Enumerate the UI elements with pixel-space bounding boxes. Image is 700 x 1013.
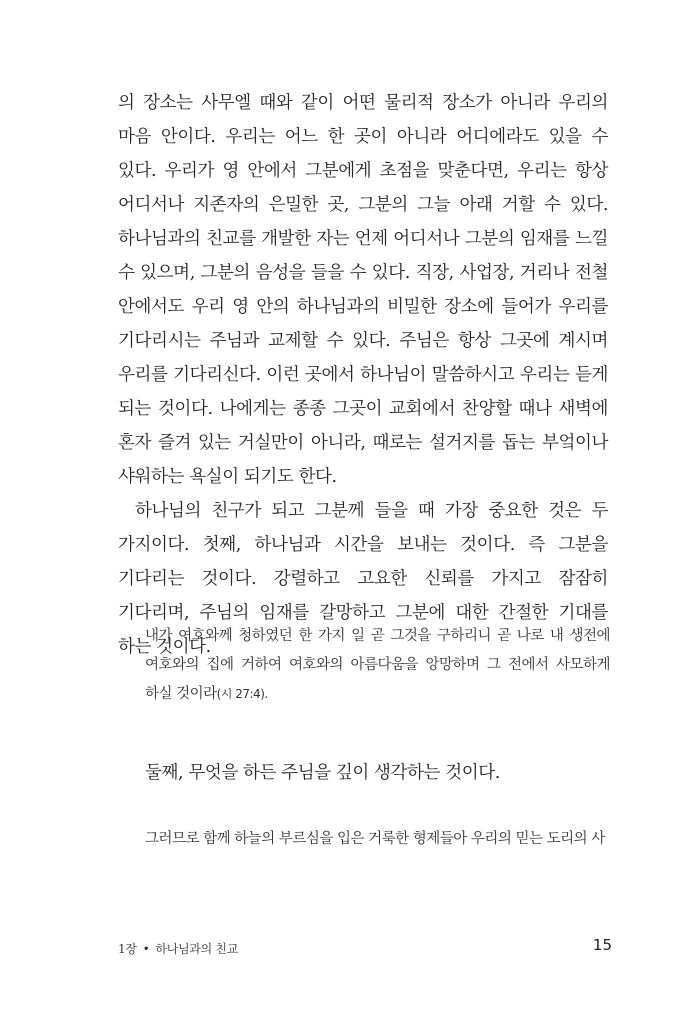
scripture-quote-2: 그러므로 함께 하늘의 부르심을 입은 거룩한 형제들아 우리의 믿는 도리의 사 — [145, 831, 605, 847]
second-point: 둘째, 무엇을 하든 주님을 깊이 생각하는 것이다. — [145, 763, 500, 783]
body-text — [118, 86, 608, 664]
footer-chapter-title: 하나님과의 친교 — [155, 942, 238, 956]
quote-text: 내가 여호와께 청하였던 한 가지 일 곧 그것을 구하리니 곧 나로 내 생전에 여호와의 집에 거하여 여호와의 아름다움을 앙망하며 그 전에서 사모하게 하실 것이라 — [145, 628, 610, 702]
footer-chapter: 1장 — [118, 942, 137, 956]
page-number: 15 — [592, 936, 612, 954]
running-footer — [118, 940, 238, 957]
paragraph-1: 의 장소는 사무엘 때와 같이 어떤 물리적 장소가 아니라 우리의 마음 안이다. 우리는 어느 한 곳이 아니라 어디에라도 있을 수 있다. 우리가 영 안에서 그분에게 초점을 맞춘다면, 우리는 항상 어디서나 지존자의 은밀한 곳, 그분의 그늘 아래 거할 수 있다. 하나님과의 친교를 개발한 자는 언제 어디서나 그분의 임재를 느낄 수 있으며, 그분의 음성을 들을 수 있다. 직장, 사업장, 거리나 전철 안에서도 우리 영 안의 하나님과의 비밀한 장소에 들어가 우리를 기다리시는 주님과 교제할 수 있다. 주님은 항상 그곳에 계시며 우리를 기다리신다. 이런 곳에서 하나님이 말씀하시고 우리는 듣게 되는 것이다. 나에게는 종종 그곳이 교회에서 찬양할 때나 새벽에 혼자 즐겨 있는 거실만이 아니라, 때로는 설거지를 돕는 부엌이나 샤워하는 욕실이 되기도 한다. — [118, 93, 608, 487]
paragraph-2: 하나님의 친구가 되고 그분께 들을 때 가장 중요한 것은 두 가지이다. 첫째, 하나님과 시간을 보내는 것이다. 즉 그분을 기다리는 것이다. 강렬하고 고요한 신뢰를 가지고 잠잠히 기다리며, 주님의 임재를 갈망하고 그분에 대한 간절한 기대를 하는 것이다. — [118, 501, 608, 657]
scripture-quote — [145, 622, 610, 709]
quote-reference: (시 27:4). — [216, 687, 268, 701]
footer-bullet: • — [142, 942, 150, 956]
